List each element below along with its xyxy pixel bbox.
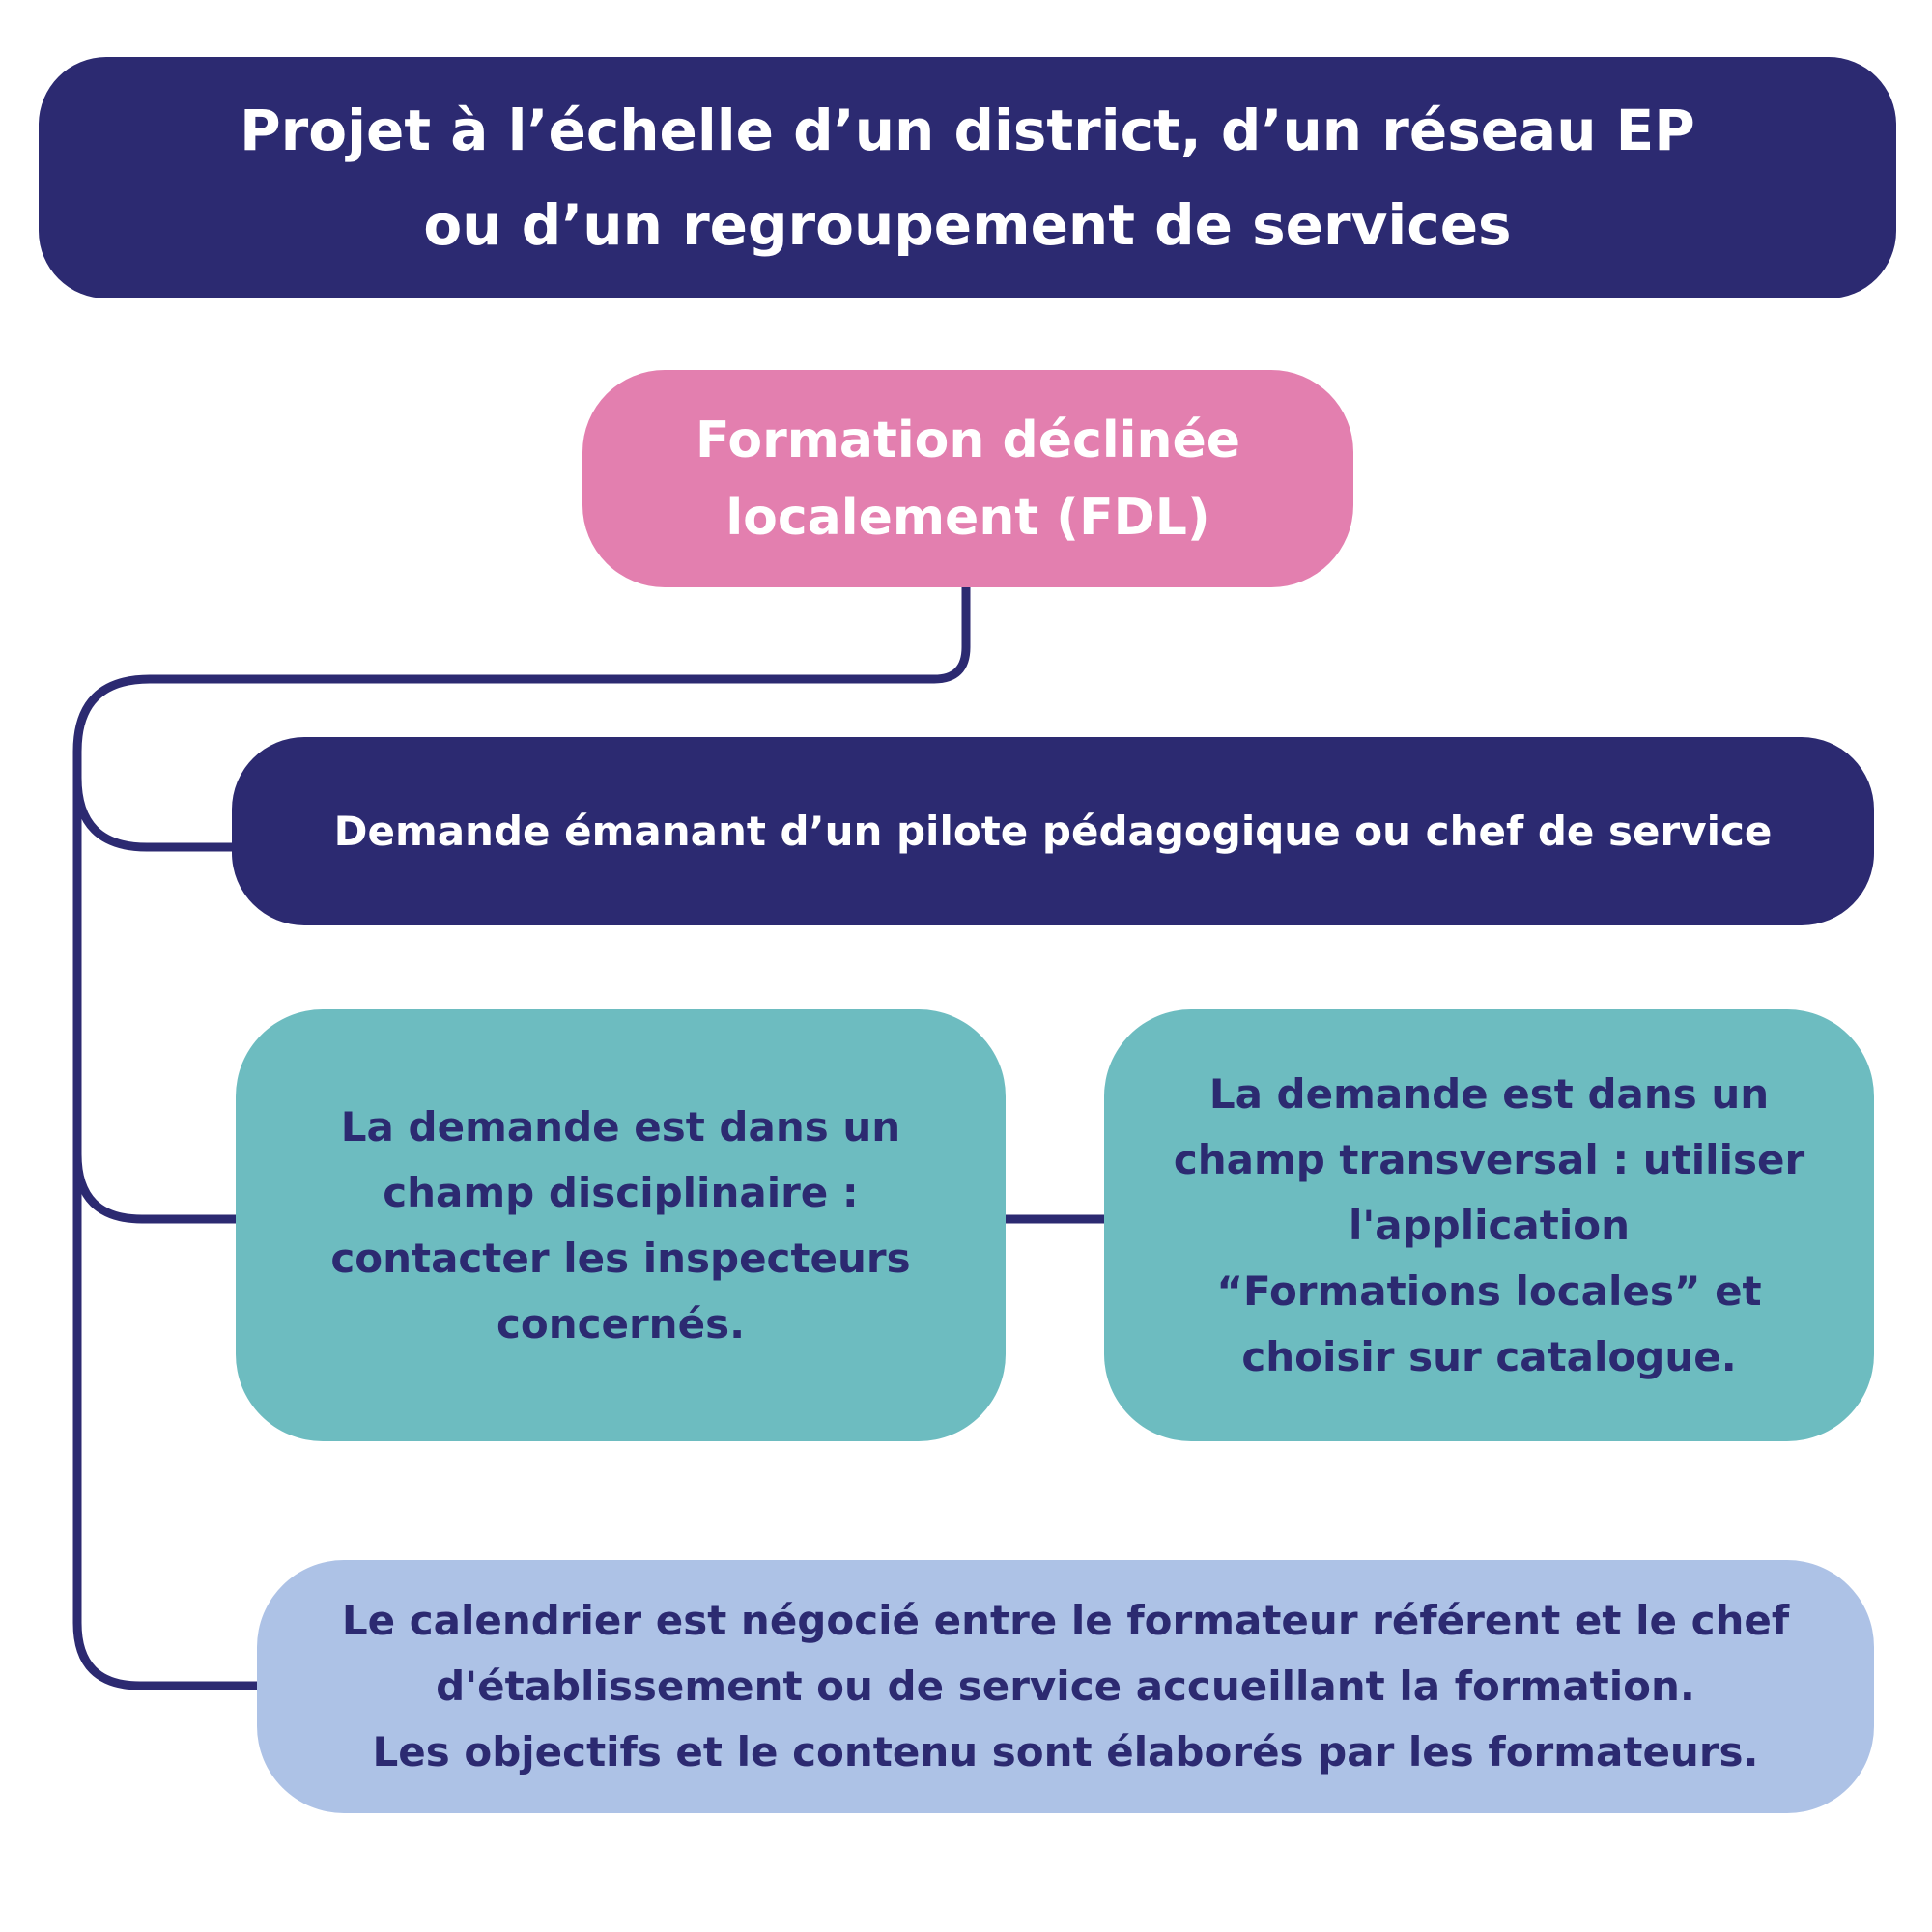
demande-box	[232, 737, 1874, 925]
disciplinaire-label: La demande est dans un champ disciplinaire : contacter les inspecteurs concernés.	[330, 1102, 911, 1348]
fdl-box	[582, 370, 1353, 587]
connector-trunk-to-demande	[77, 778, 232, 847]
transversal-box	[1104, 1009, 1874, 1441]
disciplinaire-box	[236, 1009, 1006, 1441]
connector-trunk-to-disciplinaire	[77, 1154, 236, 1219]
header-title-box	[39, 57, 1896, 298]
fdl-label: Formation déclinée localement (FDL)	[695, 411, 1241, 547]
calendrier-box	[257, 1560, 1874, 1813]
header-title: Projet à l’échelle d’un district, d’un réseau EP ou d’un regroupement de services	[240, 98, 1695, 258]
calendrier-label: Le calendrier est négocié entre le formateur référent et le chef d'établissement ou de service accueillant la formation. Les objectifs et le contenu sont élaborés par les formateurs.	[341, 1597, 1790, 1776]
demande-label: Demande émanant d’un pilote pédagogique ou chef de service	[333, 807, 1773, 855]
transversal-label: La demande est dans un champ transversal : utiliser l'application “Formations locales” et choisir sur catalogue.	[1173, 1069, 1805, 1380]
